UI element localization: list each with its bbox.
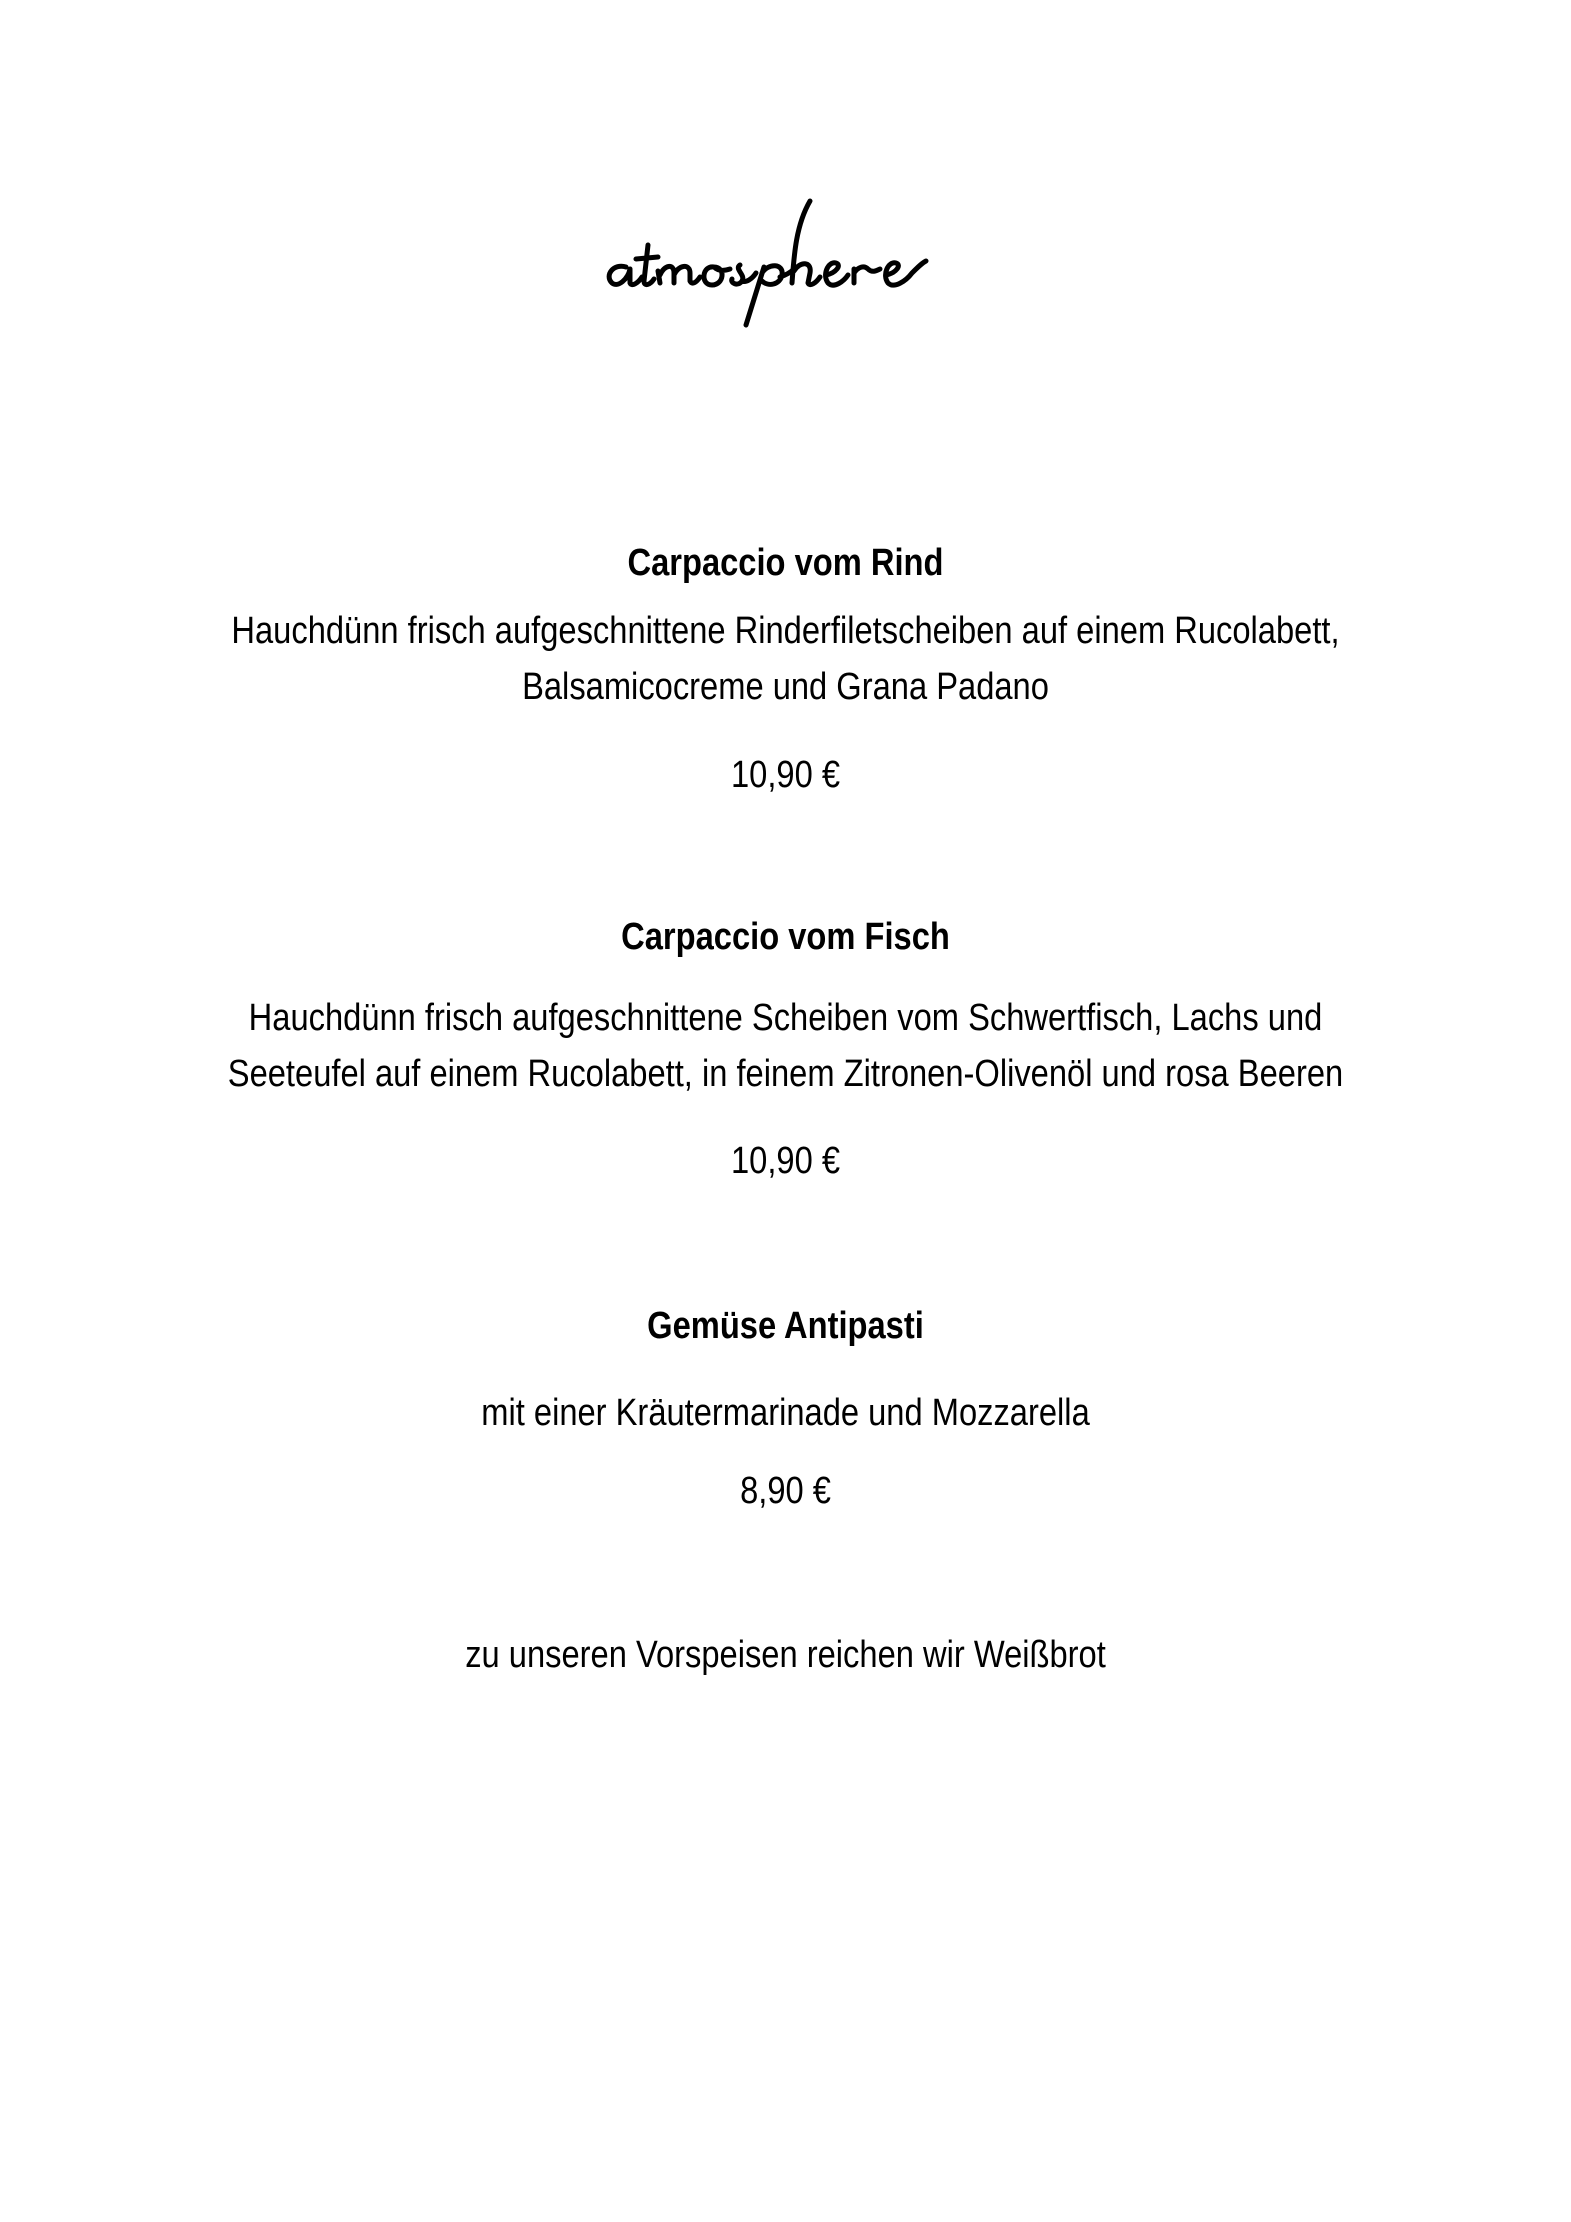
menu-item-2-price bbox=[0, 1138, 1571, 1184]
menu-item-3-description bbox=[0, 1385, 1571, 1441]
menu-item-1-price bbox=[0, 752, 1571, 798]
menu-item-2 bbox=[0, 914, 1571, 960]
item-description-line: mit einer Kräutermarinade und Mozzarella bbox=[481, 1392, 1090, 1434]
atmosphere-logo bbox=[0, 175, 1571, 335]
item-title: Carpaccio vom Rind bbox=[627, 542, 944, 584]
script-logo-icon bbox=[596, 175, 976, 335]
item-description-line: Hauchdünn frisch aufgeschnittene Rinderfiletscheiben auf einem Rucolabett, bbox=[231, 610, 1340, 652]
item-description-line: Hauchdünn frisch aufgeschnittene Scheiben vom Schwertfisch, Lachs und bbox=[248, 997, 1323, 1039]
menu-item-1-description bbox=[0, 603, 1571, 715]
item-description-line: Balsamicocreme und Grana Padano bbox=[522, 666, 1049, 708]
note-text: zu unseren Vorspeisen reichen wir Weißbrot bbox=[465, 1634, 1106, 1676]
item-price: 8,90 € bbox=[740, 1470, 831, 1512]
menu-item-3-price bbox=[0, 1468, 1571, 1514]
item-description-line: Seeteufel auf einem Rucolabett, in feinem Zitronen-Olivenöl und rosa Beeren bbox=[227, 1053, 1344, 1095]
item-title: Gemüse Antipasti bbox=[647, 1305, 924, 1347]
menu-item-3 bbox=[0, 1303, 1571, 1349]
item-price: 10,90 € bbox=[730, 754, 841, 796]
item-price: 10,90 € bbox=[730, 1140, 841, 1182]
menu-item-2-description bbox=[0, 990, 1571, 1102]
bread-note bbox=[0, 1632, 1571, 1678]
menu-item-1 bbox=[0, 540, 1571, 586]
item-title: Carpaccio vom Fisch bbox=[621, 916, 950, 958]
